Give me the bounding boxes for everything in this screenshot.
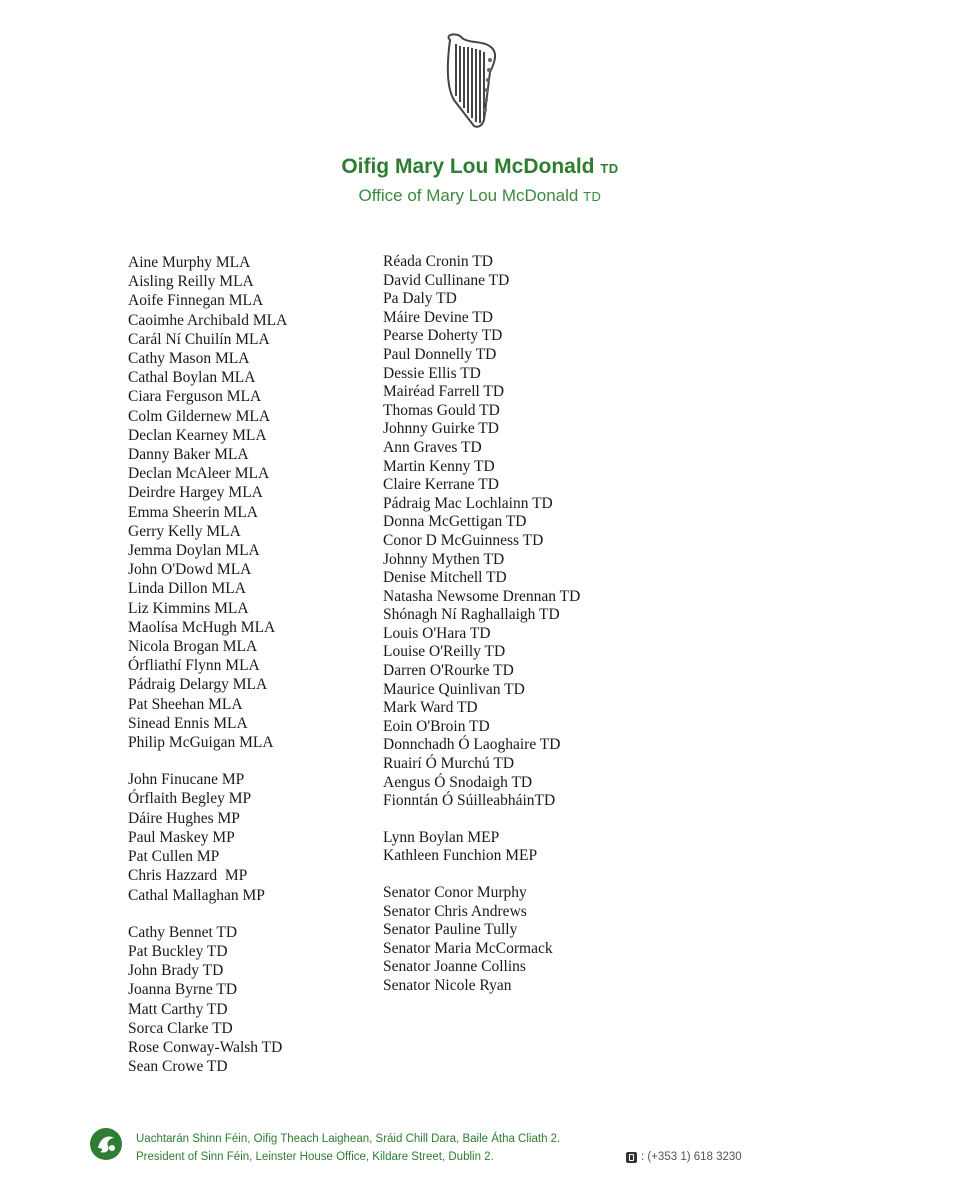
list-item: Fionntán Ó SúilleabháinTD (383, 792, 556, 810)
mla-list (128, 253, 287, 752)
footer-phone (626, 1151, 742, 1163)
list-item: Jemma Doylan MLA (128, 542, 260, 560)
list-item: Eoin O'Broin TD (383, 717, 490, 735)
list-item: Pat Buckley TD (128, 942, 228, 960)
list-item: Senator Chris Andrews (383, 902, 527, 920)
list-item: Carál Ní Chuilín MLA (128, 330, 270, 348)
list-item: Colm Gildernew MLA (128, 407, 271, 425)
list-item: Ciara Ferguson MLA (128, 388, 262, 406)
list-item: Natasha Newsome Drennan TD (383, 587, 581, 605)
list-item: Sinead Ennis MLA (128, 714, 248, 732)
list-item: Pádraig Delargy MLA (128, 676, 268, 694)
list-item: Aoife Finnegan MLA (128, 292, 264, 310)
list-item: Pat Cullen MP (128, 848, 220, 866)
list-item: Shónagh Ní Raghallaigh TD (383, 606, 560, 624)
list-item: Senator Maria McCormack (383, 939, 553, 957)
list-item: David Cullinane TD (383, 271, 510, 289)
list-item: Pádraig Mac Lochlainn TD (383, 494, 553, 512)
list-item: Ruairí Ó Murchú TD (383, 755, 515, 773)
list-item: Chris Hazzard MP (128, 867, 248, 885)
list-item: Pat Sheehan MLA (128, 695, 243, 713)
list-item: Conor D McGuinness TD (383, 531, 544, 549)
list-item: Liz Kimmins MLA (128, 599, 249, 617)
title-english-text: Office of Mary Lou McDonald (358, 186, 579, 205)
list-item: Senator Nicole Ryan (383, 976, 512, 994)
list-item: Donna McGettigan TD (383, 513, 527, 531)
letterhead-title-english (0, 186, 960, 206)
list-item: Danny Baker MLA (128, 446, 249, 464)
list-item: Cathal Boylan MLA (128, 369, 256, 387)
td-list-right (383, 253, 580, 811)
list-item: Mairéad Farrell TD (383, 383, 505, 401)
list-item: Aisling Reilly MLA (128, 273, 254, 291)
list-item: Nicola Brogan MLA (128, 638, 258, 656)
list-item: Deirdre Hargey MLA (128, 484, 263, 502)
list-item: Cathal Mallaghan MP (128, 886, 265, 904)
list-item: Denise Mitchell TD (383, 569, 507, 587)
title-english-suffix: TD (583, 189, 602, 204)
list-item: Declan McAleer MLA (128, 465, 270, 483)
list-item: Sorca Clarke TD (128, 1019, 233, 1037)
list-item: Ann Graves TD (383, 438, 482, 456)
list-item: Órflaith Begley MP (128, 790, 252, 808)
list-item: Rose Conway-Walsh TD (128, 1038, 283, 1056)
list-item: Emma Sheerin MLA (128, 503, 259, 521)
sinn-fein-logo-icon (88, 1126, 124, 1162)
senator-list (383, 884, 580, 996)
list-item: John Finucane MP (128, 771, 245, 789)
footer-address-irish: Uachtarán Shinn Féin, Oifig Theach Laighean, Sráid Chill Dara, Baile Átha Cliath 2. (136, 1133, 561, 1145)
list-item: Johnny Guirke TD (383, 420, 499, 438)
list-item: Louis O'Hara TD (383, 624, 491, 642)
list-item: Mark Ward TD (383, 699, 478, 717)
list-item: Claire Kerrane TD (383, 476, 499, 494)
list-item: John O'Dowd MLA (128, 561, 252, 579)
list-item: Joanna Byrne TD (128, 981, 238, 999)
list-item: Senator Pauline Tully (383, 921, 518, 939)
td-list-left (128, 923, 287, 1077)
phone-icon (626, 1152, 637, 1163)
list-item: Paul Maskey MP (128, 828, 235, 846)
list-item: Caoimhe Archibald MLA (128, 311, 288, 329)
list-item: Senator Conor Murphy (383, 884, 527, 901)
list-item: Donnchadh Ó Laoghaire TD (383, 736, 561, 754)
list-item: Cathy Mason MLA (128, 350, 250, 368)
list-item: Dessie Ellis TD (383, 364, 481, 382)
left-name-column (128, 253, 287, 1076)
list-item: Declan Kearney MLA (128, 426, 267, 444)
list-item: Maolísa McHugh MLA (128, 618, 276, 636)
list-item: Máire Devine TD (383, 308, 493, 326)
phone-number: : (+353 1) 618 3230 (641, 1151, 742, 1163)
list-item: Pearse Doherty TD (383, 327, 503, 345)
list-item: Senator Joanne Collins (383, 958, 526, 976)
mp-list (128, 770, 287, 904)
list-item: Aine Murphy MLA (128, 254, 251, 271)
mep-list (383, 829, 580, 866)
right-name-column (383, 253, 580, 996)
list-item: Órfliathí Flynn MLA (128, 657, 260, 675)
list-item: Paul Donnelly TD (383, 345, 497, 363)
list-item: Linda Dillon MLA (128, 580, 246, 598)
title-irish-suffix: TD (600, 161, 619, 176)
list-item: Aengus Ó Snodaigh TD (383, 773, 533, 791)
list-item: Réada Cronin TD (383, 253, 493, 270)
letterhead-title-irish (0, 155, 960, 179)
list-item: John Brady TD (128, 962, 224, 980)
list-item: Darren O'Rourke TD (383, 662, 514, 680)
list-item: Sean Crowe TD (128, 1058, 228, 1076)
list-item: Dáire Hughes MP (128, 809, 240, 827)
footer-address-english: President of Sinn Féin, Leinster House Office, Kildare Street, Dublin 2. (136, 1151, 494, 1163)
harp-icon (436, 30, 506, 134)
list-item: Louise O'Reilly TD (383, 643, 506, 661)
list-item: Gerry Kelly MLA (128, 522, 241, 540)
list-item: Lynn Boylan MEP (383, 828, 500, 846)
list-item: Martin Kenny TD (383, 457, 495, 475)
list-item: Thomas Gould TD (383, 401, 500, 419)
list-item: Kathleen Funchion MEP (383, 847, 538, 865)
list-item: Pa Daly TD (383, 290, 457, 308)
list-item: Philip McGuigan MLA (128, 734, 274, 752)
title-irish-text: Oifig Mary Lou McDonald (341, 155, 595, 178)
list-item: Maurice Quinlivan TD (383, 680, 525, 698)
list-item: Matt Carthy TD (128, 1000, 228, 1018)
list-item: Cathy Bennet TD (128, 923, 238, 941)
list-item: Johnny Mythen TD (383, 550, 505, 568)
